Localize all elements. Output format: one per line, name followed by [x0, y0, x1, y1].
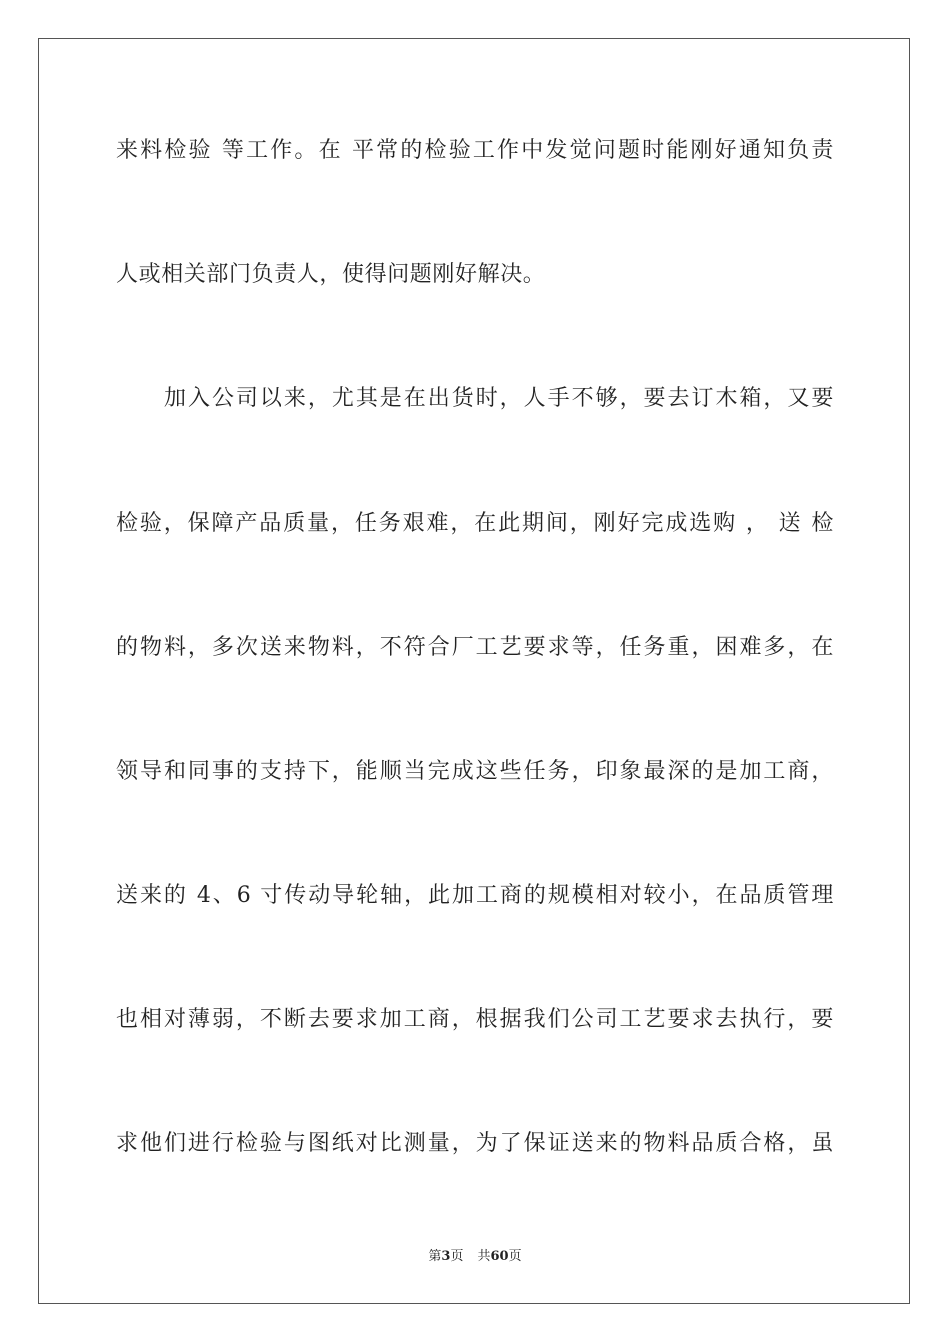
body-line-8: 也相对薄弱，不断去要求加工商，根据我们公司工艺要求去执行，要: [116, 1007, 834, 1032]
body-line-5: 的物料，多次送来物料，不符合厂工艺要求等，任务重，困难多，在: [116, 635, 834, 660]
footer-total-suffix: 页: [508, 1249, 522, 1264]
body-line-1: 来料检验 等工作。在 平常的检验工作中发觉问题时能刚好通知负责: [116, 138, 834, 163]
page-border: [38, 38, 910, 1304]
footer-total-prefix: 共: [477, 1249, 491, 1264]
footer-page-number: 3: [441, 1249, 451, 1264]
footer-page-suffix: 页: [450, 1249, 464, 1264]
footer-page-prefix: 第: [428, 1249, 442, 1264]
body-line-7: 送来的 4、6 寸传动导轮轴，此加工商的规模相对较小，在品质管理: [116, 883, 834, 908]
body-line-9: 求他们进行检验与图纸对比测量，为了保证送来的物料品质合格，虽: [116, 1131, 834, 1156]
body-line-2: 人或相关部门负责人，使得问题刚好解决。: [116, 262, 546, 287]
body-line-6: 领导和同事的支持下，能顺当完成这些任务，印象最深的是加工商，: [116, 759, 834, 784]
body-line-4: 检验，保障产品质量，任务艰难，在此期间，刚好完成选购 ， 送 检: [116, 511, 834, 536]
body-line-3: 加入公司以来，尤其是在出货时，人手不够，要去订木箱，又要: [164, 386, 834, 411]
page-footer: [0, 1248, 950, 1266]
footer-total-pages: 60: [490, 1249, 509, 1264]
